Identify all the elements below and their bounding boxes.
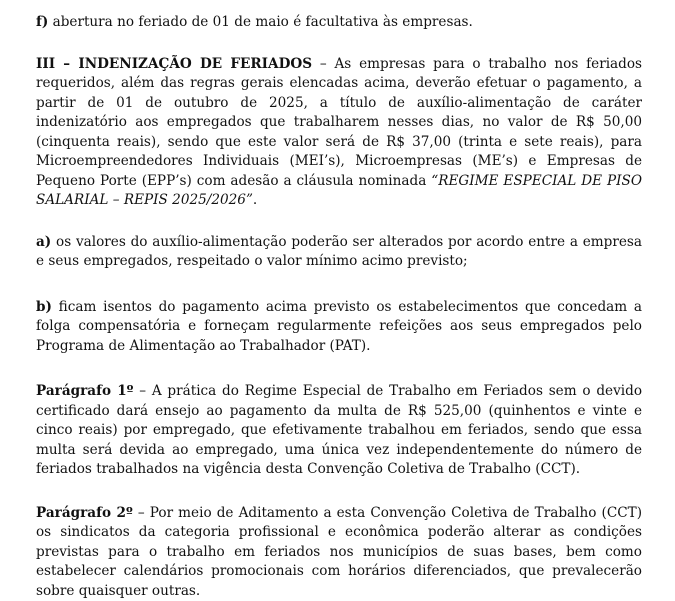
paragrafo-1-text: – A prática do Regime Especial de Trabalho em Feriados sem o devido certificado dará ensejo ao pagamento da multa de R$ 525,00 (quinhentos e vinte e cinco reais) por empregado, que efetivamente trabalhou em feriados, sendo que essa multa será devida ao empregado, uma única vez independentemente do número de feriados trabalhados na vigência desta Convenção Coletiva de Trabalho (CCT). — [36, 383, 642, 477]
paragrafo-1-label: Parágrafo 1º — [36, 383, 133, 399]
item-f-text: abertura no feriado de 01 de maio é facultativa às empresas. — [48, 14, 473, 30]
item-a-text: os valores do auxílio-alimentação poderão ser alterados por acordo entre a empresa e seus empregados, respeitado o valor mínimo acimo previsto; — [36, 234, 642, 270]
item-f-marker: f) — [36, 14, 48, 30]
paragrafo-2-paragraph — [36, 504, 642, 601]
item-b-marker: b) — [36, 299, 52, 315]
item-b-text: ficam isentos do pagamento acima previsto os estabelecimentos que concedam a folga compensatória e forneçam regularmente refeições aos seus empregados pelo Programa de Alimentação ao Trabalhador (PAT). — [36, 299, 642, 354]
section-iii-paragraph — [36, 55, 642, 211]
section-iii-text: – As empresas para o trabalho nos feriados requeridos, além das regras gerais elencadas acima, deverão efetuar o pagamento, a partir de 01 de outubro de 2025, a título de auxílio-alimentação de caráter indenizatório aos empregados que trabalharem nesses dias, no valor de R$ 50,00 (cinquenta reais), sendo que este valor será de R$ 37,00 (trinta e sete reais), para Microempreendedores Individuais (MEI’s), Microempresas (ME’s) e Empresas de Pequeno Porte (EPP’s) com adesão a cláusula nominada — [36, 56, 642, 189]
paragrafo-2-label: Parágrafo 2º — [36, 505, 133, 521]
section-iii-heading: III – INDENIZAÇÃO DE FERIADOS — [36, 56, 312, 72]
item-a-paragraph — [36, 233, 642, 272]
section-iii-italic-clause: “REGIME ESPECIAL DE PISO SALARIAL – REPIS 2025/2026” — [36, 173, 642, 209]
section-iii-period: . — [253, 192, 257, 208]
item-f-paragraph — [36, 13, 642, 33]
paragrafo-1-paragraph — [36, 382, 642, 480]
paragrafo-2-text: – Por meio de Aditamento a esta Convenção Coletiva de Trabalho (CCT) os sindicatos da categoria profissional e econômica poderão alterar as condições previstas para o trabalho em feriados nos municípios de suas bases, bem como estabelecer calendários promocionais com horários diferenciados, que prevalecerão sobre quaisquer outras. — [36, 505, 642, 599]
item-b-paragraph — [36, 298, 642, 357]
item-a-marker: a) — [36, 234, 51, 250]
